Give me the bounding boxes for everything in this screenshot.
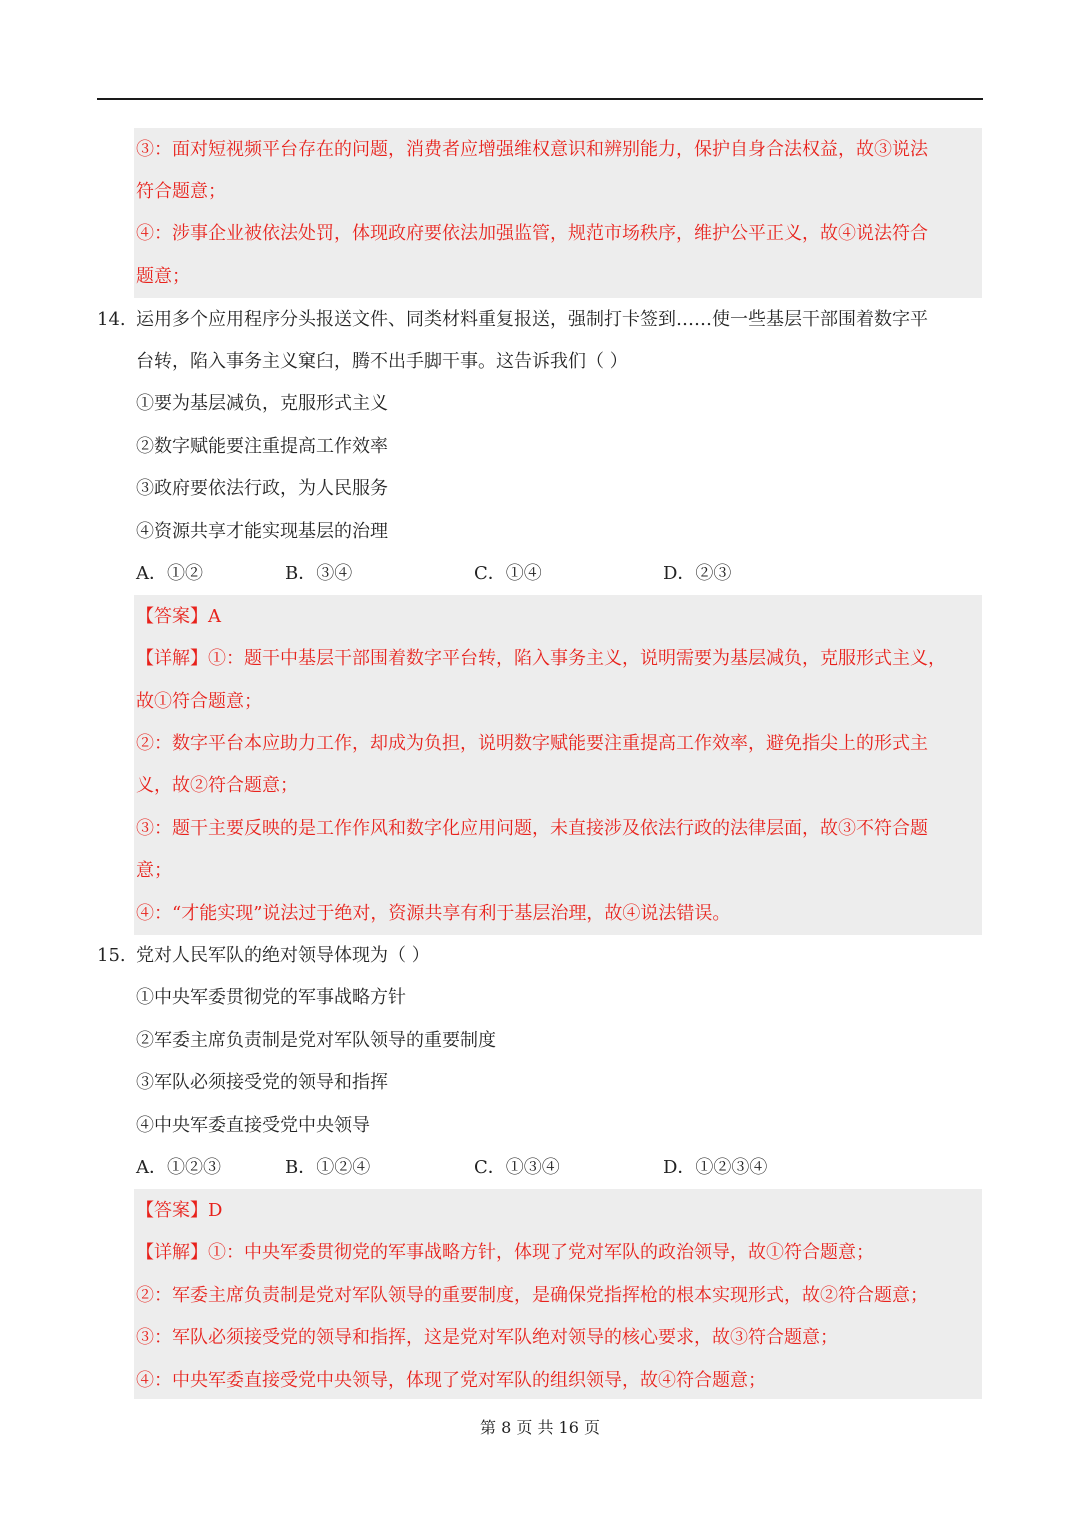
prev-analysis-line: ④：涉事企业被依法处罚，体现政府要依法加强监管，规范市场秩序，维护公平正义，故④说法符合: [136, 223, 928, 244]
option-d: D．①②③④: [663, 1157, 768, 1178]
answer-label: 【答案】D: [136, 1200, 223, 1221]
statement-item: ④资源共享才能实现基层的治理: [136, 521, 388, 542]
prev-analysis-line: ③：面对短视频平台存在的问题，消费者应增强维权意识和辨别能力，保护自身合法权益，故③说法: [136, 139, 928, 160]
analysis-line: ②：军委主席负责制是党对军队领导的重要制度，是确保党指挥枪的根本实现形式，故②符合题意；: [136, 1285, 928, 1306]
statement-item: ③政府要依法行政，为人民服务: [136, 478, 388, 499]
analysis-line: ③：题干主要反映的是工作作风和数字化应用问题，未直接涉及依法行政的法律层面，故③不符合题: [136, 818, 928, 839]
question-number: 15.: [97, 945, 126, 966]
question-stem: 运用多个应用程序分头报送文件、同类材料重复报送，强制打卡签到……使一些基层干部围着数字平: [136, 309, 928, 330]
question-stem: 党对人民军队的绝对领导体现为（ ）: [136, 945, 430, 966]
option-c: C．①③④: [474, 1157, 560, 1178]
analysis-line: 义，故②符合题意；: [136, 775, 298, 796]
question-stem: 台转，陷入事务主义窠臼，腾不出手脚干事。这告诉我们（ ）: [136, 351, 628, 372]
answer-label: 【答案】A: [136, 606, 221, 627]
analysis-line: 故①符合题意；: [136, 691, 262, 712]
statement-item: ①要为基层减负，克服形式主义: [136, 393, 388, 414]
analysis-line: ②：数字平台本应助力工作，却成为负担，说明数字赋能要注重提高工作效率，避免指尖上的形式主: [136, 733, 928, 754]
statement-item: ②军委主席负责制是党对军队领导的重要制度: [136, 1030, 496, 1051]
option-b: B．①②④: [285, 1157, 371, 1178]
page-footer: 第 8 页 共 16 页: [480, 1418, 600, 1437]
statement-item: ①中央军委贯彻党的军事战略方针: [136, 987, 406, 1008]
statement-item: ③军队必须接受党的领导和指挥: [136, 1072, 388, 1093]
option-a: A．①②③: [136, 1157, 221, 1178]
analysis-line: ④：“才能实现”说法过于绝对，资源共享有利于基层治理，故④说法错误。: [136, 903, 731, 924]
question-number: 14.: [97, 309, 126, 330]
option-c: C．①④: [474, 563, 542, 584]
statement-item: ②数字赋能要注重提高工作效率: [136, 436, 388, 457]
header-rule: [97, 98, 983, 100]
option-d: D．②③: [663, 563, 732, 584]
analysis-line: ④：中央军委直接受党中央领导，体现了党对军队的组织领导，故④符合题意；: [136, 1370, 766, 1391]
prev-analysis-line: 符合题意；: [136, 181, 226, 202]
option-b: B．③④: [285, 563, 353, 584]
option-a: A．①②: [136, 563, 203, 584]
analysis-line: 【详解】①：中央军委贯彻党的军事战略方针，体现了党对军队的政治领导，故①符合题意；: [136, 1242, 874, 1263]
statement-item: ④中央军委直接受党中央领导: [136, 1115, 370, 1136]
analysis-line: 【详解】①：题干中基层干部围着数字平台转，陷入事务主义，说明需要为基层减负，克服形式主义，: [136, 648, 946, 669]
answer-box: [134, 595, 982, 935]
prev-analysis-line: 题意；: [136, 266, 190, 287]
analysis-line: ③：军队必须接受党的领导和指挥，这是党对军队绝对领导的核心要求，故③符合题意；: [136, 1327, 838, 1348]
analysis-line: 意；: [136, 860, 172, 881]
